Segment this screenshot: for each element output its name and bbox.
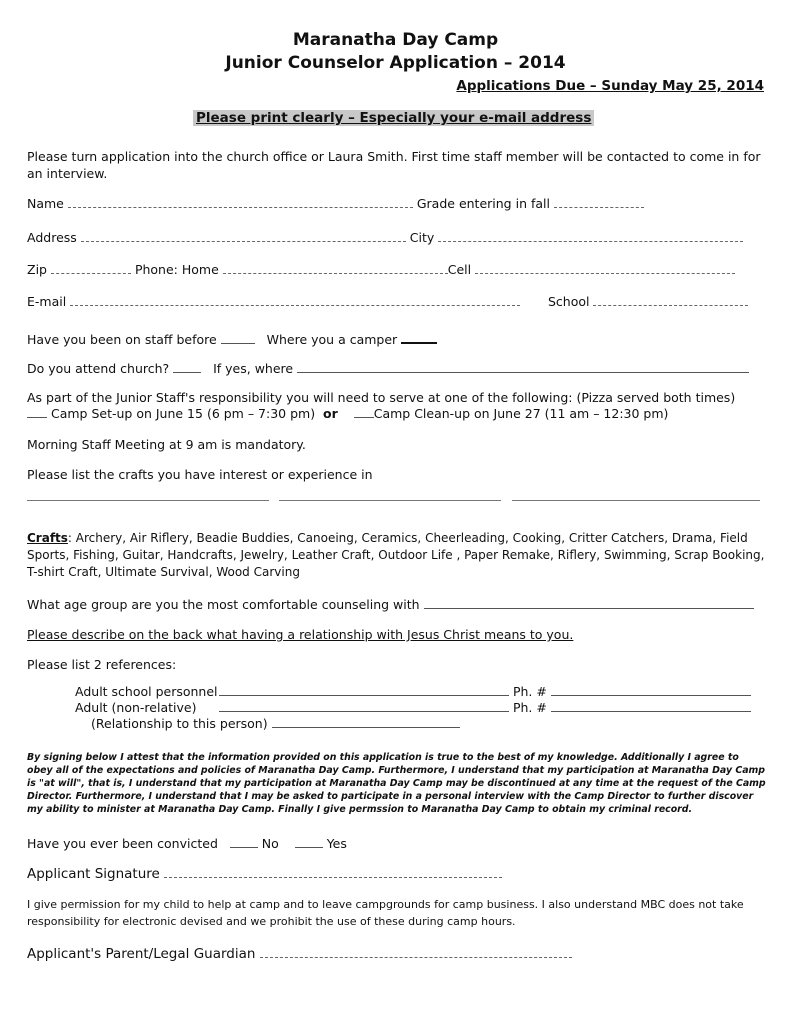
address-row	[27, 230, 743, 245]
email-label: E-mail	[27, 294, 67, 309]
setup-checkbox[interactable]	[27, 406, 47, 418]
phone-row	[27, 262, 735, 277]
school-field[interactable]	[593, 294, 748, 306]
references-prompt: Please list 2 references:	[27, 657, 177, 672]
relationship-row	[91, 716, 460, 731]
camper-field[interactable]	[401, 331, 437, 344]
email-field[interactable]	[70, 294, 520, 306]
crafts-items: : Archery, Air Riflery, Beadie Buddies, Canoeing, Ceramics, Cheerleading, Cooking, Critter Catchers, Drama, Field Sports, Fishing, Guitar, Handcrafts, Jewelry, Leather Craft, Outdoor Life , Paper Remake, Riflery, Swimming, Scrap Booking, T-shirt Craft, Ultimate Survival, Wood Carving	[27, 531, 765, 579]
reference-1-row	[75, 684, 751, 699]
city-field[interactable]	[438, 230, 743, 242]
crafts-label: Crafts	[27, 531, 68, 545]
convicted-label: Have you ever been convicted	[27, 836, 218, 851]
email-row	[27, 294, 520, 309]
reference-2-row	[75, 700, 751, 715]
describe-text: Please describe on the back what having a relationship with Jesus Christ means to you.	[27, 627, 574, 642]
school-row	[548, 294, 748, 309]
form-title: Maranatha Day Camp	[292, 30, 499, 50]
craft-field-1[interactable]	[27, 500, 269, 501]
address-field[interactable]	[81, 230, 406, 242]
city-label: City	[409, 230, 435, 245]
convicted-yes-field[interactable]	[295, 836, 323, 848]
form-subtitle: Junior Counselor Application – 2014	[225, 53, 566, 73]
reference-2-phone-field[interactable]	[551, 700, 751, 712]
staff-before-field[interactable]	[221, 332, 255, 344]
guardian-row	[27, 946, 572, 962]
responsibility-options	[27, 406, 668, 421]
grade-field[interactable]	[554, 196, 644, 208]
setup-option: Camp Set-up on June 15 (6 pm – 7:30 pm)	[50, 406, 316, 421]
church-where-field[interactable]	[297, 361, 749, 373]
church-label: Do you attend church?	[27, 361, 170, 376]
convicted-no-field[interactable]	[230, 836, 258, 848]
zip-field[interactable]	[51, 262, 131, 274]
zip-label: Zip	[27, 262, 47, 277]
crafts-list	[27, 530, 767, 581]
grade-label: Grade entering in fall	[416, 196, 550, 211]
craft-field-3[interactable]	[512, 500, 760, 501]
signature-row	[27, 866, 502, 882]
name-label: Name	[27, 196, 64, 211]
address-label: Address	[27, 230, 77, 245]
signature-field[interactable]	[164, 866, 502, 878]
name-field[interactable]	[68, 196, 413, 208]
age-group-label: What age group are you the most comfortable counseling with	[27, 597, 420, 612]
age-group-field[interactable]	[424, 597, 754, 609]
relationship-label: (Relationship to this person)	[91, 716, 268, 731]
reference-1-field[interactable]	[219, 684, 509, 696]
cleanup-option: Camp Clean-up on June 27 (11 am – 12:30 pm)	[373, 406, 669, 421]
phone-home-field[interactable]	[223, 262, 448, 274]
or-text: or	[323, 406, 338, 421]
reference-1-phone-field[interactable]	[551, 684, 751, 696]
cleanup-checkbox[interactable]	[354, 406, 374, 418]
convicted-no-label: No	[261, 836, 279, 851]
responsibility-intro: As part of the Junior Staff's responsibility you will need to serve at one of the following: (Pizza served both times)	[27, 390, 736, 405]
legal-statement: By signing below I attest that the information provided on this application is true to the best of my knowledge. Additionally I agree to obey all of the expectations and policies of Maranatha Day Camp. Furthermore, I understand that my participation at Maranatha Day Camp is "at will", that is, I understand that my participation at Maranatha Day Camp may be discontinued at any time at the request of the Camp Director. Furthermore, I understand that I may be asked to participate in a personal interview with the Camp Director to further discover my ability to minister at Maranatha Day Camp. Finally I give permssion to Maranatha Day Camp to obtain my criminal record.	[27, 752, 766, 815]
reference-2-label: Adult (non-relative)	[75, 700, 197, 715]
meeting-text: Morning Staff Meeting at 9 am is mandatory.	[27, 437, 306, 452]
name-row	[27, 196, 644, 211]
permission-text: I give permission for my child to help at camp and to leave campgrounds for camp business. I also understand MBC does not take responsibility for electronic devised and we prohibit the use of these during camp hours.	[27, 898, 744, 928]
relationship-field[interactable]	[272, 716, 460, 728]
intro-text: Please turn application into the church office or Laura Smith. First time staff member will be contacted to come in for an interview.	[27, 149, 761, 181]
school-label: School	[548, 294, 590, 309]
cell-label: Cell	[447, 262, 472, 277]
guardian-signature-field[interactable]	[260, 946, 572, 958]
crafts-prompt: Please list the crafts you have interest or experience in	[27, 467, 373, 482]
signature-label: Applicant Signature	[27, 866, 160, 882]
camper-label: Where you a camper	[266, 332, 398, 347]
cell-field[interactable]	[475, 262, 735, 274]
reference-2-phone-label: Ph. #	[512, 700, 547, 715]
phone-home-label: Phone: Home	[134, 262, 219, 277]
church-where-label: If yes, where	[213, 361, 294, 376]
church-row	[27, 361, 749, 376]
craft-field-2[interactable]	[279, 500, 501, 501]
staff-row	[27, 331, 437, 347]
guardian-label: Applicant's Parent/Legal Guardian	[27, 946, 256, 962]
reference-1-label: Adult school personnel	[75, 684, 218, 699]
reference-1-phone-label: Ph. #	[512, 684, 547, 699]
convicted-row	[27, 836, 347, 851]
staff-before-label: Have you been on staff before	[27, 332, 217, 347]
due-date: Applications Due – Sunday May 25, 2014	[456, 78, 764, 94]
age-group-row	[27, 597, 754, 612]
reference-2-field[interactable]	[219, 700, 509, 712]
print-notice: Please print clearly – Especially your e-mail address	[193, 110, 594, 126]
church-field[interactable]	[173, 361, 201, 373]
convicted-yes-label: Yes	[326, 836, 347, 851]
